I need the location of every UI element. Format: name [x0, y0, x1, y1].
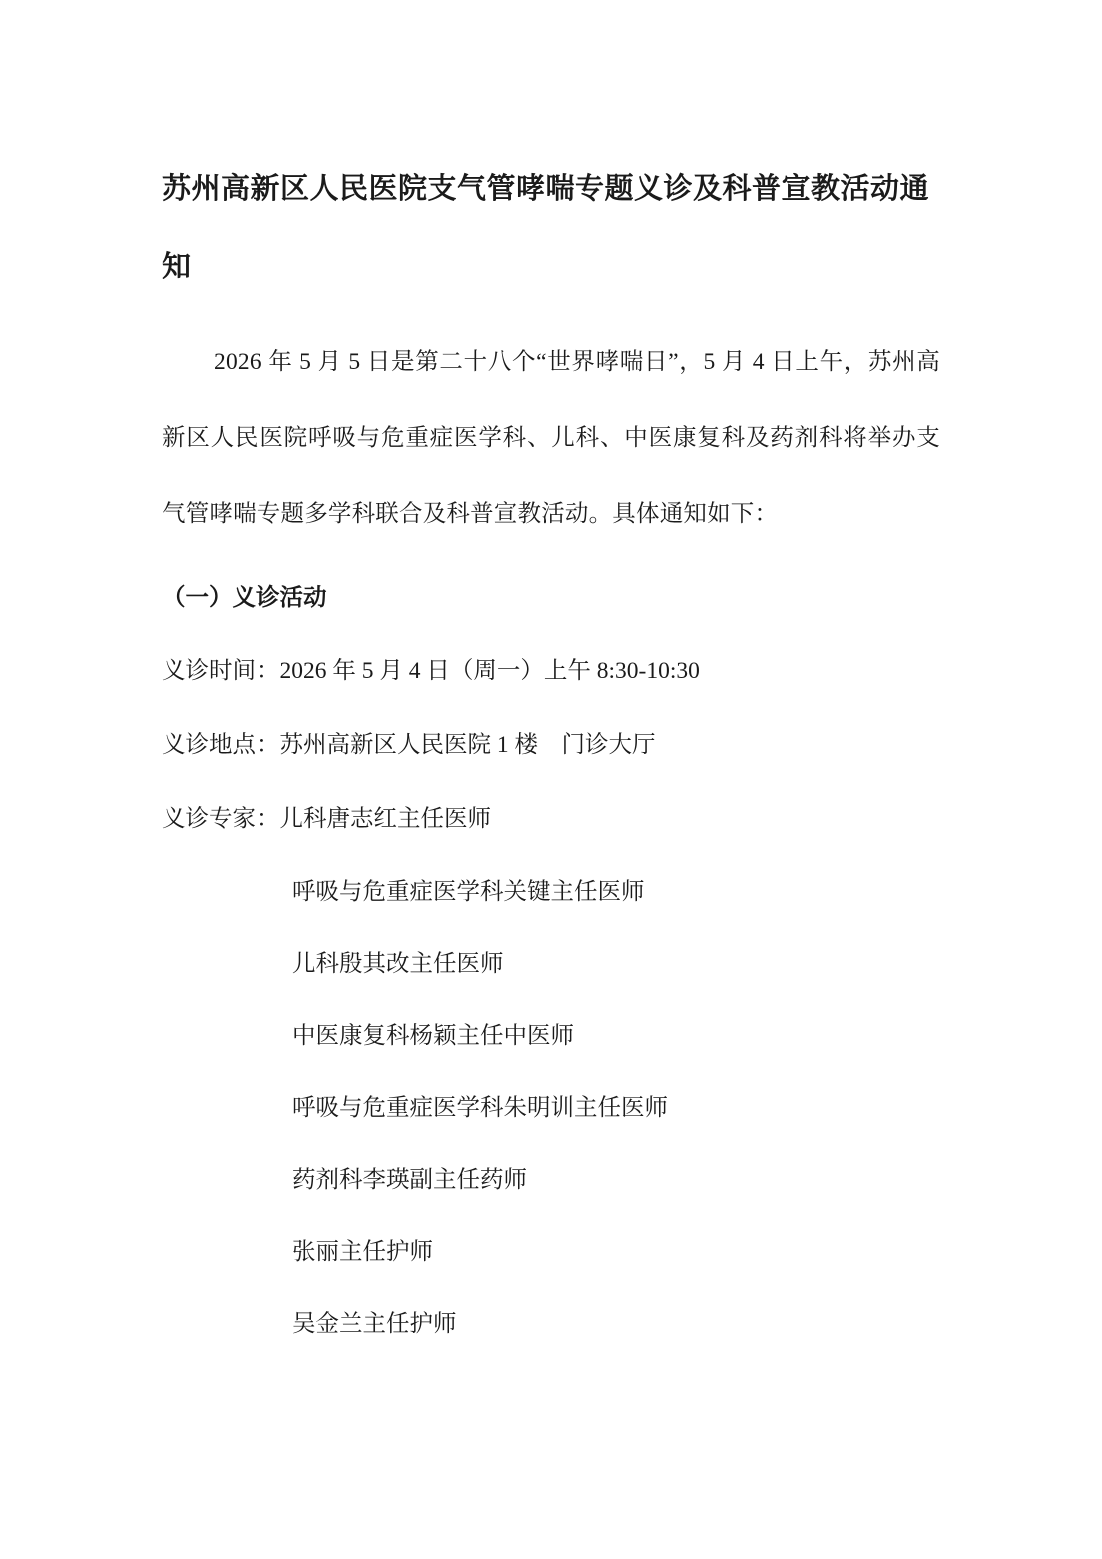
info-line-location: 义诊地点：苏州高新区人民医院 1 楼 门诊大厅	[162, 732, 656, 758]
section-heading-free-clinic: （一）义诊活动	[162, 584, 327, 610]
list-item: 呼吸与危重症医学科朱明训主任医师	[292, 1095, 668, 1121]
info-line-experts: 义诊专家：儿科唐志红主任医师	[162, 806, 491, 832]
info-line-time: 义诊时间：2026 年 5 月 4 日（周一）上午 8:30-10:30	[162, 658, 700, 684]
list-item: 药剂科李瑛副主任药师	[292, 1167, 527, 1193]
list-item: 吴金兰主任护师	[292, 1311, 457, 1337]
intro-paragraph: 2026 年 5 月 5 日是第二十八个“世界哮喘日”，5 月 4 日上午，苏州高新区人民医院呼吸与危重症医学科、儿科、中医康复科及药剂科将举办支气管哮喘专题多学科联合及科普宣教活动。具体通知如下：	[162, 349, 940, 527]
list-item: 儿科殷其改主任医师	[292, 951, 504, 977]
page-title: 苏州高新区人民医院支气管哮喘专题义诊及科普宣教活动通知	[162, 173, 930, 283]
list-item: 张丽主任护师	[292, 1239, 433, 1265]
list-item: 呼吸与危重症医学科关键主任医师	[292, 879, 645, 905]
list-item: 中医康复科杨颖主任中医师	[292, 1023, 574, 1049]
